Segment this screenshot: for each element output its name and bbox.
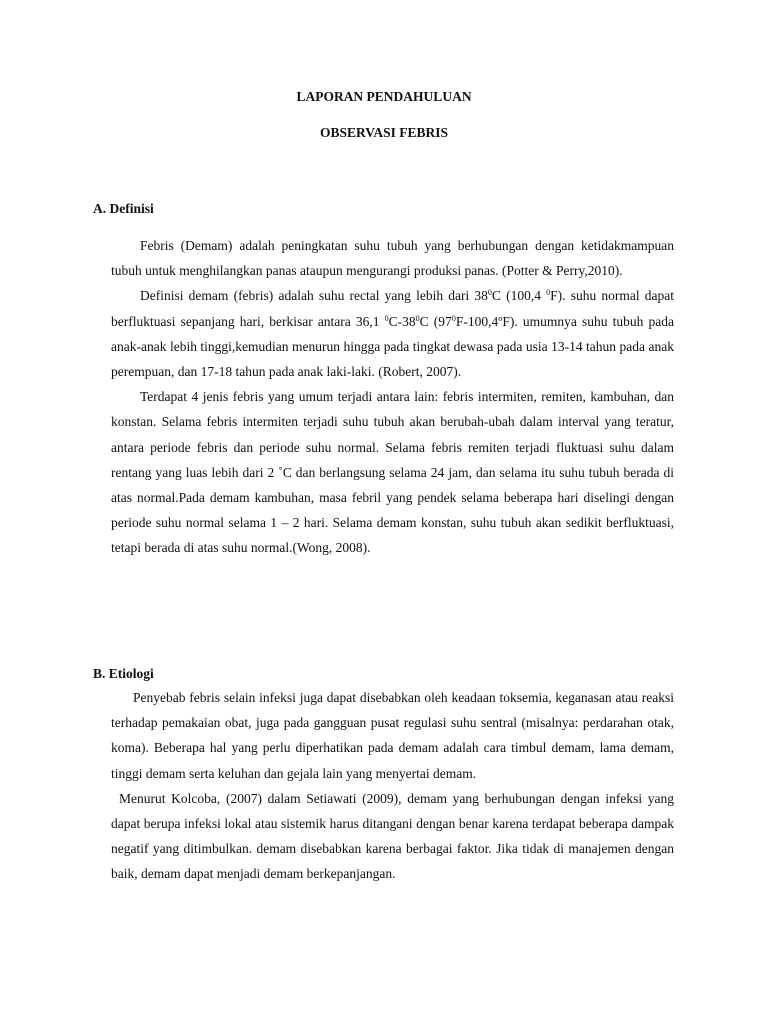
section-a-paragraph-3: Terdapat 4 jenis febris yang umum terjadi antara lain: febris intermiten, remiten, kambuhan, dan konstan. Selama febris intermiten terjadi suhu tubuh akan berubah-ubah dalam interval yang teratur, antara periode febris dan periode suhu normal. Selama febris remiten terjadi fluktuasi suhu dalam rentang yang luas lebih dari 2 ˚C dan berlangsung selama 24 jam, dan selama itu suhu tubuh berada di atas normal.Pada demam kambuhan, masa febril yang pendek selama beberapa hari diselingi dengan periode suhu normal selama 1 – 2 hari. Selama demam konstan, suhu tubuh akan sedikit berfluktuasi, tetapi berada di atas suhu normal.(Wong, 2008). [111,389,674,556]
document-title: LAPORAN PENDAHULUAN [296,89,472,104]
section-b-paragraph-2: Menurut Kolcoba, (2007) dalam Setiawati (2009), demam yang berhubungan dengan infeksi yang dapat berupa infeksi lokal atau sistemik harus ditangani dengan benar karena terdapat beberapa dampak negatif yang ditimbulkan. demam disebabkan karena berbagai faktor. Jika tidak di manajemen dengan baik, demam dapat menjadi demam berkepanjangan. [111,790,674,882]
section-b-body [111,685,674,887]
section-a-heading: A. Definisi [93,201,154,216]
section-a-body [111,233,674,561]
section-a-paragraph-1: Febris (Demam) adalah peningkatan suhu tubuh yang berhubungan dengan ketidakmampuan tubuh untuk menghilangkan panas ataupun mengurangi produksi panas. (Potter & Perry,2010). [111,238,674,279]
document-subtitle: OBSERVASI FEBRIS [320,125,448,140]
section-a-paragraph-2: Definisi demam (febris) adalah suhu rectal yang lebih dari $38^0C$ (100,4 $^0$F). suhu normal dapat berfluktuasi sepanjang hari, berkisar antara 36,1 $^0C-38^0C$ $(97^0F-100,4ºF)$. umumnya suhu tubuh pada anak-anak lebih tinggi,kemudian menurun hingga pada tingkat dewasa pada usia 13-14 tahun pada anak perempuan, dan 17-18 tahun pada anak laki-laki. (Robert, 2007). [111,288,675,380]
section-b-heading: B. Etiologi [93,666,154,681]
section-b-paragraph-1: Penyebab febris selain infeksi juga dapat disebabkan oleh keadaan toksemia, keganasan atau reaksi terhadap pemakaian obat, juga pada gangguan pusat regulasi suhu sentral (misalnya: perdarahan otak, koma). Beberapa hal yang perlu diperhatikan pada demam adalah cara timbul demam, lama demam, tinggi demam serta keluhan dan gejala lain yang menyertai demam. [111,690,674,781]
